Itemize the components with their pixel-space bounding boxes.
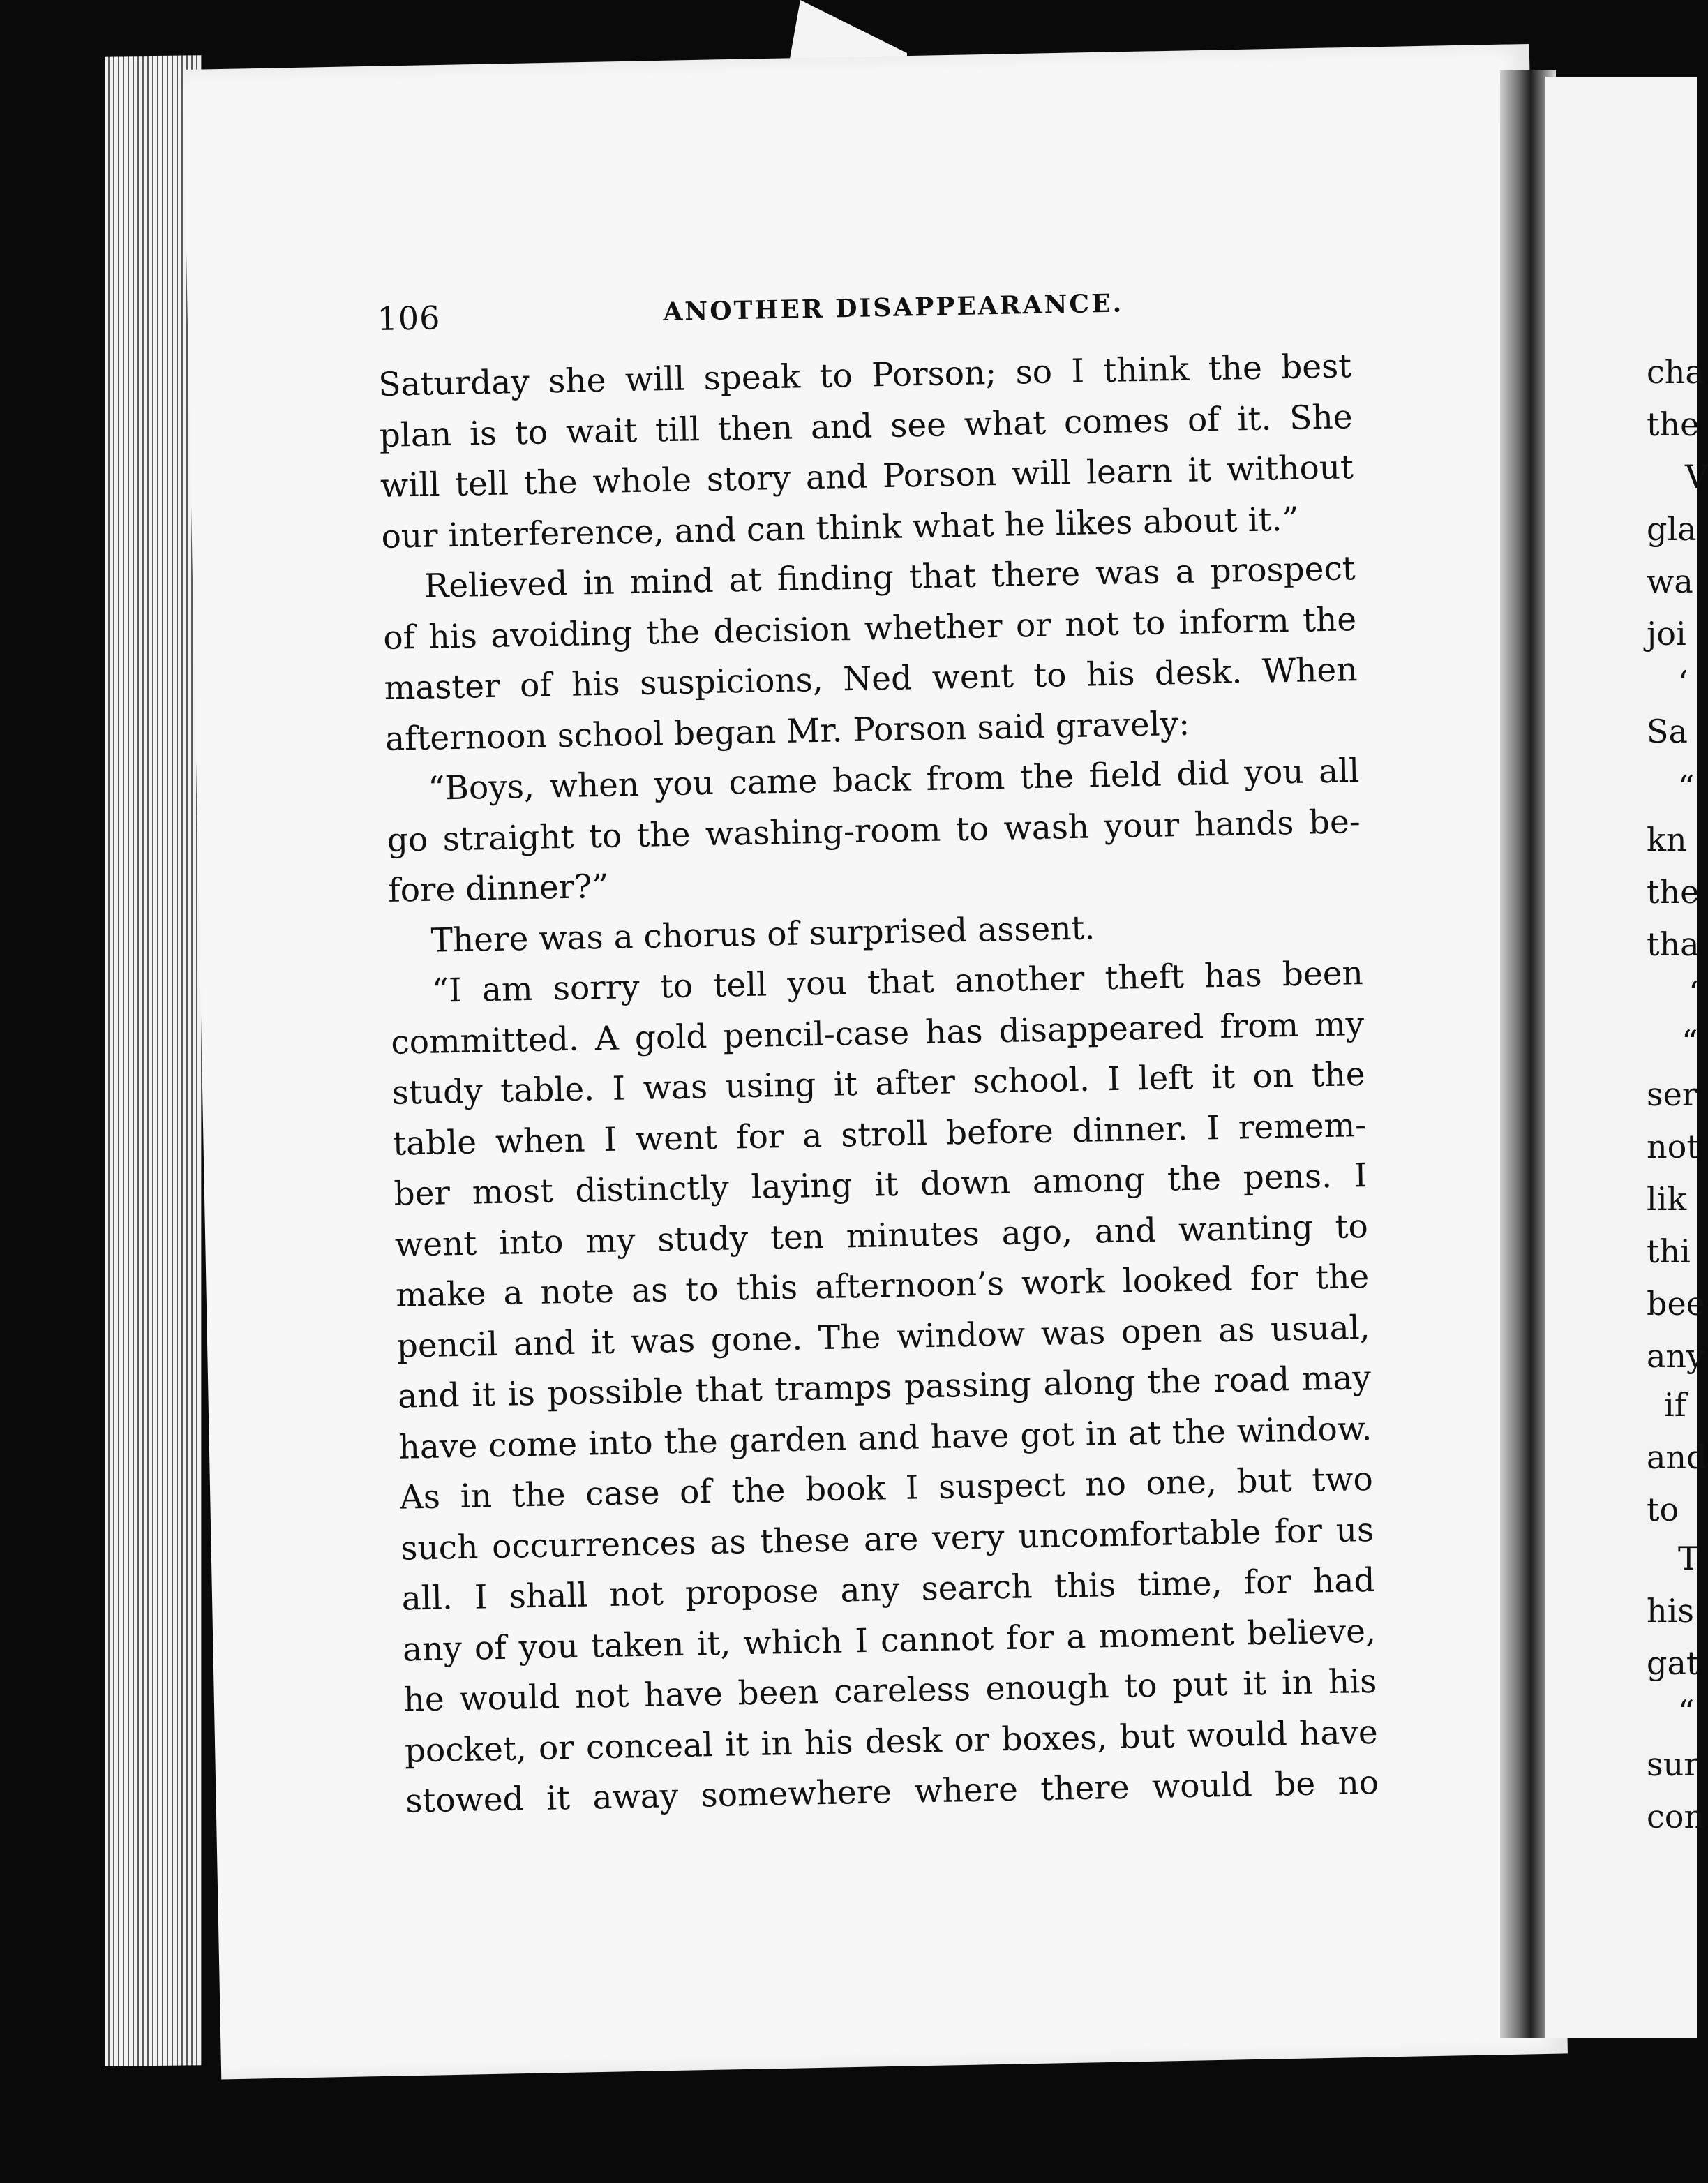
text-line: master of his suspicions, Ned went to his desk. When: [384, 650, 1358, 708]
facing-page-fragment: any: [1647, 1337, 1705, 1375]
facing-page-fragment: thi: [1647, 1232, 1691, 1270]
facing-page-fragment: to: [1647, 1491, 1679, 1528]
facing-page-fragment: his: [1647, 1592, 1694, 1630]
facing-page-fragment: Sa: [1647, 713, 1688, 750]
text-line: he would not have been careless enough to put it in his: [403, 1662, 1377, 1720]
left-page-text: [377, 281, 1425, 1827]
text-line: our interference, and can think what he likes about it.”: [380, 500, 1299, 556]
facing-page-fragment: T: [1678, 1540, 1700, 1577]
facing-page-fragment: wa: [1647, 562, 1693, 600]
facing-page-fragment: ‘: [1688, 974, 1699, 1012]
facing-page-fragment: “: [1678, 1693, 1695, 1731]
body-text: [378, 341, 1425, 1827]
text-line: will tell the whole story and Porson will learn it without: [380, 448, 1354, 505]
facing-page-fragment: tha: [1647, 925, 1700, 963]
running-head: ANOTHER DISAPPEARANCE.: [663, 288, 1124, 327]
text-line: As in the case of the book I suspect no one, but two: [399, 1459, 1374, 1517]
facing-page-fragment: ‘: [1678, 664, 1688, 701]
text-line: afternoon school began Mr. Porson said gravely:: [384, 704, 1190, 759]
facing-page-fragment: joi: [1647, 615, 1686, 653]
facing-page-fragment: cha: [1647, 353, 1705, 391]
text-line: “I am sorry to tell you that another theft has been: [431, 954, 1364, 1011]
facing-page-fragment: sur: [1647, 1745, 1700, 1783]
text-line: go straight to the washing-room to wash your hands be-: [387, 802, 1361, 860]
text-line: any of you taken it, which I cannot for a moment believe,: [402, 1611, 1377, 1669]
text-line: table when I went for a stroll before dinner. I remem-: [392, 1105, 1367, 1163]
text-line: study table. I was using it after school. I left it on the: [391, 1055, 1366, 1112]
text-line: pocket, or conceal it in his desk or boxes, but would have: [404, 1713, 1379, 1771]
facing-page-fragment: not: [1647, 1128, 1700, 1165]
text-line: pencil and it was gone. The window was open as usual,: [396, 1308, 1371, 1366]
text-line: make a note as to this afternoon’s work looked for the: [395, 1257, 1370, 1315]
facing-page-fragment: “: [1681, 1023, 1698, 1061]
facing-page-fragment: V: [1685, 458, 1708, 496]
text-line: Saturday she will speak to Porson; so I think the best: [377, 347, 1352, 404]
page-number: 106: [377, 299, 441, 338]
text-line: Relieved in mind at finding that there was a prospect: [424, 549, 1356, 606]
facing-page-fragment: con: [1647, 1798, 1705, 1835]
facing-page-fragment: kn: [1647, 821, 1687, 858]
facing-page-fragment: “: [1678, 768, 1695, 806]
facing-page-fragment: gla: [1647, 510, 1697, 548]
facing-page-fragment: the: [1647, 405, 1700, 443]
text-line: have come into the garden and have got in at the window.: [398, 1409, 1372, 1467]
text-line: “Boys, when you came back from the field did you all: [427, 752, 1360, 808]
text-line: committed. A gold pencil-case has disappeared from my: [390, 1004, 1365, 1062]
text-line: and it is possible that tramps passing along the road may: [397, 1358, 1372, 1416]
facing-page-fragment: ser: [1647, 1075, 1698, 1113]
facing-page-fragment: if: [1664, 1386, 1686, 1424]
facing-page-fragment: bee: [1647, 1285, 1705, 1323]
text-line: such occurrences as these are very uncomfortable for us: [400, 1510, 1374, 1568]
facing-page-fragment: gat: [1647, 1644, 1700, 1682]
text-line: fore dinner?”: [387, 867, 609, 910]
facing-page-fragment: and: [1647, 1438, 1707, 1476]
text-line: of his avoiding the decision whether or not to inform the: [382, 599, 1357, 657]
text-line: stowed it away somewhere where there would be no: [405, 1763, 1379, 1821]
facing-page-fragment: the: [1647, 873, 1700, 911]
facing-page-fragment: lik: [1647, 1180, 1687, 1218]
text-line: There was a chorus of surprised assent.: [430, 908, 1095, 960]
text-line: all. I shall not propose any search this time, for had: [401, 1560, 1376, 1618]
text-line: ber most distinctly laying it down among the pens. I: [394, 1156, 1368, 1214]
text-line: went into my study ten minutes ago, and wanting to: [394, 1207, 1369, 1265]
text-line: plan is to wait till then and see what comes of it. She: [379, 397, 1353, 455]
